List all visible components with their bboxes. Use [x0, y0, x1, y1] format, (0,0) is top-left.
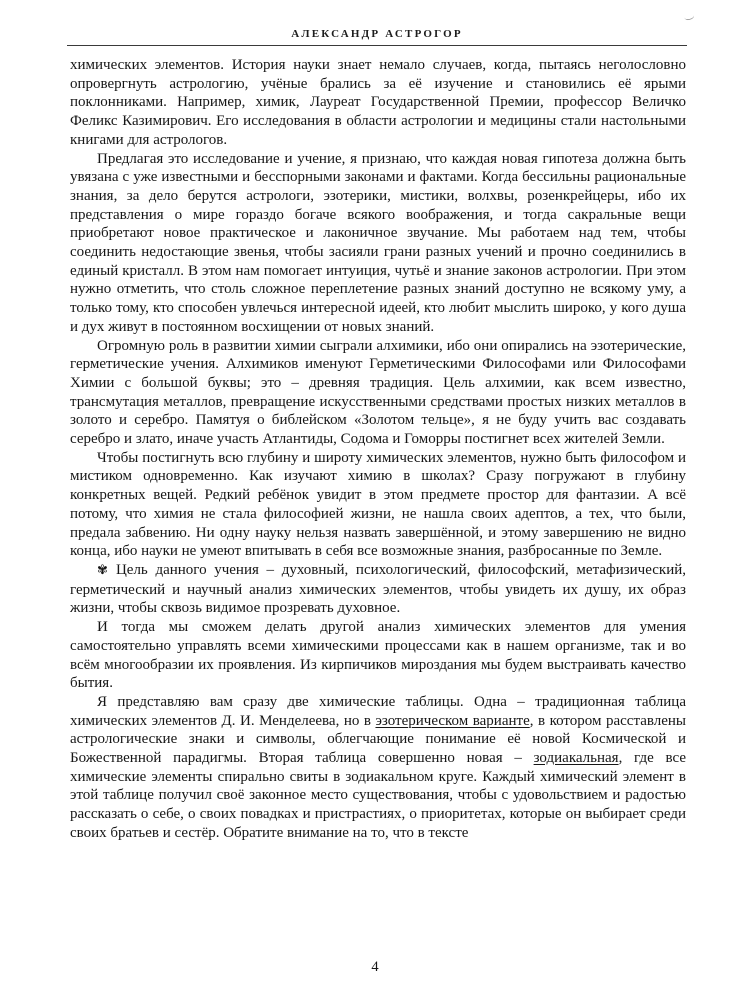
text-run: И тогда мы сможем делать другой анализ химических элементов для умения самостоятельно управлять всеми химическими процессами как в нашем организме, так и во всём многообразии их проявления. Из кирпичиков мироздания мы будем выстраивать качество бытия. [70, 619, 686, 692]
paragraph [70, 150, 686, 337]
text-run: Я представляю вам сразу две химические таблицы. Одна – традиционная таблица химических элементов Д. И. Менделеева, но в [70, 693, 686, 729]
text-run: Предлагая это исследование и учение, я признаю, что каждая новая гипотеза должна быть увязана с уже известными и бесспорными законами и фактами. Когда бессильны рациональные знания, за дело берутся астрологи, эзотерики, мистики, волхвы, розенкрейцеры, ибо их представления о мире гораздо богаче всякого воображения, и тогда сакральные вещи приобретают новое практическое и лаконичное звучание. Мы работаем над тем, чтобы соединить недостающие звенья, чтобы засияли грани разных учений и прочно соединились в единый кристалл. В этом нам помогает интуиция, чутьё и знание законов астрологии. При этом нужно отметить, что столь сложное переплетение разных знаний доступно не всякому уму, а только тому, кто способен увлечься интересной идеей, кто любит мыслить широко, у кого душа и дух живут в постоянном восхищении от новых знаний. [70, 150, 686, 335]
paragraph [70, 56, 686, 150]
text-run: , где все химические элементы спирально свиты в зодиакальном круге. Каждый химический элемент в этой таблице получил своё законное место существования, чтобы с удовольствием и радостью рассказать о себе, о своих повадках и пристрастиях, о приоритетах, которые он выбирает среди своих братьев и сестёр. Обратите внимание на то, что в тексте [70, 750, 686, 841]
paragraph [70, 561, 686, 618]
underlined-term: эзотерическом варианте [375, 712, 530, 729]
paragraph [70, 618, 686, 693]
text-run: Чтобы постигнуть всю глубину и широту химических элементов, нужно быть философом и мистиком одновременно. Как изучают химию в школах? Сразу погружают в глубину конкретных вещей. Редкий ребёнок увидит в этом предмете простор для фантазии. А всё потому, что химия не стала философией жизни, не нашла своих адептов, а тех, что были, предала забвению. Ни одну науку нельзя назвать завершённой, и этому завершению не видно конца, ибо науки не умеют впитывать в себя все возможные знания, разбросанные по Земле. [70, 449, 686, 560]
paragraph [70, 337, 686, 449]
text-run: Цель данного учения – духовный, психологический, философский, метафизический, герметический и научный анализ химических элементов, чтобы увидеть их душу, их образ жизни, чтобы сквозь видимое прозревать духовное. [70, 561, 686, 617]
page-body [70, 56, 686, 843]
header-rule [67, 45, 687, 46]
underlined-term: зодиакальная [533, 750, 619, 767]
paragraph [70, 449, 686, 561]
page-number: 4 [371, 959, 379, 975]
running-header [67, 24, 687, 46]
author-name: АЛЕКСАНДР АСТРОГОР [291, 28, 463, 40]
text-run: , в котором расставлены астрологические знаки и символы, облегчающие понимание её новой Космической и Божественной парадигмы. Вторая таблица совершенно новая – [70, 712, 686, 767]
pen-squiggle-icon [683, 12, 694, 21]
paragraph [70, 693, 686, 843]
text-run: химических элементов. История науки знает немало случаев, когда, пытаясь неголословно опровергнуть астрологию, учёные брались за её изучение и становились её ярыми поклонниками. Например, химик, Лауреат Государственной Премии, профессор Величко Феликс Казимирович. Его исследования в области астрологии и медицины стали настольными книгами для астрологов. [70, 57, 686, 148]
flower-marker-icon: ✾ [97, 562, 116, 578]
text-run: Огромную роль в развитии химии сыграли алхимики, ибо они опирались на эзотерические, герметические учения. Алхимиков именуют Герметическими Философами или Философами Химии с большой буквы; это – древняя традиция. Цель алхимии, как всем известно, трансмутация металлов, превращение искусственными средствами простых низких металлов в золото и серебро. Памятуя о библейском «Золотом тельце», я не буду учить вас создавать серебро и злато, иначе участь Атлантиды, Содома и Гоморры постигнет всех жителей Земли. [70, 337, 686, 448]
